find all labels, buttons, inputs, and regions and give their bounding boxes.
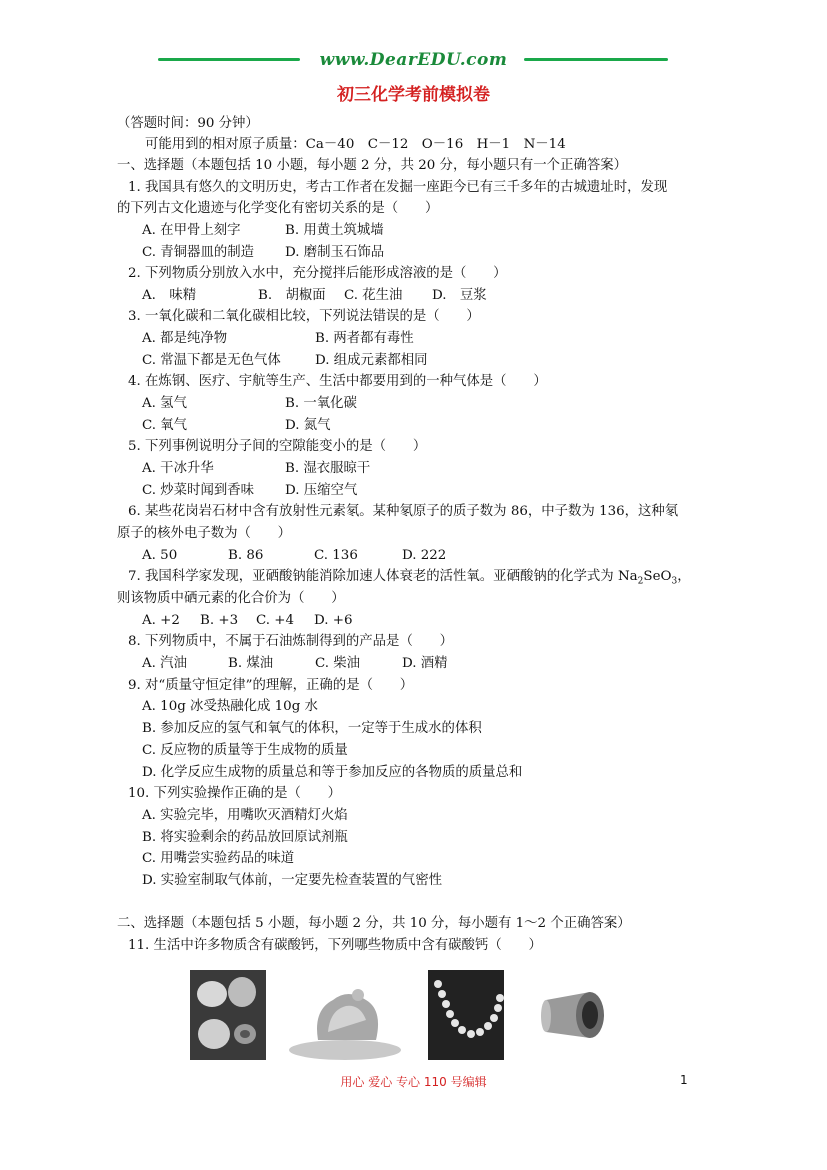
page-number: 1	[680, 1073, 688, 1087]
pearl-necklace-image	[428, 970, 504, 1060]
q8-option-c: C. 柴油	[315, 656, 361, 671]
question-6: 6. 某些花岗岩石材中含有放射性元素氡。某种氡原子的质子数为 86，中子数为 136，这种氡	[128, 504, 679, 519]
atomic-mass-note: 可能用到的相对原子质量：Ca－40 C－12 O－16 H－1 N－14	[145, 137, 566, 152]
q5-option-d: D. 压缩空气	[285, 483, 358, 498]
q5-option-a: A. 干冰升华	[142, 461, 214, 476]
q2-option-b: B. 胡椒面	[258, 288, 326, 303]
q10-option-c: C. 用嘴尝实验药品的味道	[142, 851, 295, 866]
q3-option-c: C. 常温下都是无色气体	[142, 353, 281, 368]
q1-option-c: C. 青铜器皿的制造	[142, 245, 255, 260]
q2-option-a: A. 味精	[142, 288, 197, 303]
q5-option-c: C. 炒菜时闻到香味	[142, 483, 255, 498]
question-6-cont: 原子的核外电子数为（ ）	[117, 526, 292, 541]
q9-option-a: A. 10g 冰受热融化成 10g 水	[142, 699, 318, 714]
q7-option-a: A. +2	[142, 613, 180, 628]
chemical-formula	[617, 569, 678, 587]
q1-option-b: B. 用黄土筑城墙	[285, 223, 384, 238]
q7-comma: ，	[677, 569, 691, 584]
marble-rock-image	[288, 970, 402, 1060]
formula-na: Na	[617, 569, 638, 584]
q4-option-b: B. 一氧化碳	[285, 396, 357, 411]
pipe-scale-image	[538, 970, 612, 1060]
question-9: 9. 对“质量守恒定律”的理解，正确的是（ ）	[128, 678, 414, 693]
section1-heading: 一、选择题（本题包括 10 小题，每小题 2 分，共 20 分，每小题只有一个正确答案）	[117, 158, 628, 173]
question-7	[128, 567, 691, 592]
q8-option-d: D. 酒精	[402, 656, 448, 671]
question-4: 4. 在炼钢、医疗、宇航等生产、生活中都要用到的一种气体是（ ）	[128, 374, 547, 389]
site-banner: www.DearEDU.com	[319, 50, 508, 70]
q4-option-c: C. 氧气	[142, 418, 188, 433]
q2-option-d: D. 豆浆	[432, 288, 487, 303]
page-footer: 用心 爱心 专心 110 号编辑	[340, 1075, 487, 1089]
q3-option-d: D. 组成元素都相同	[315, 353, 428, 368]
q7-option-c: C. +4	[256, 613, 295, 628]
question-8: 8. 下列物质中，不属于石油炼制得到的产品是（ ）	[128, 634, 454, 649]
question-2: 2. 下列物质分别放入水中，充分搅拌后能形成溶液的是（ ）	[128, 266, 507, 281]
formula-sub-2: 2	[637, 576, 644, 587]
q10-option-d: D. 实验室制取气体前，一定要先检查装置的气密性	[142, 873, 442, 888]
q4-option-d: D. 氮气	[285, 418, 331, 433]
q1-option-d: D. 磨制玉石饰品	[285, 245, 385, 260]
q8-option-a: A. 汽油	[142, 656, 187, 671]
q7-option-d: D. +6	[314, 613, 353, 628]
q6-option-b: B. 86	[228, 548, 264, 563]
q3-option-a: A. 都是纯净物	[142, 331, 228, 346]
q7-text: 7. 我国科学家发现，亚硒酸钠能消除加速人体衰老的活性氧。亚硒酸钠的化学式为	[128, 569, 618, 584]
q8-option-b: B. 煤油	[228, 656, 274, 671]
q10-option-a: A. 实验完毕，用嘴吹灭酒精灯火焰	[142, 808, 348, 823]
section2-heading: 二、选择题（本题包括 5 小题，每小题 2 分，共 10 分，每小题有 1～2 个正确答案）	[117, 916, 631, 931]
q1-option-a: A. 在甲骨上刻字	[142, 223, 241, 238]
exam-time: （答题时间：90 分钟）	[117, 116, 259, 131]
q6-option-a: A. 50	[142, 548, 178, 563]
q4-option-a: A. 氢气	[142, 396, 187, 411]
q6-option-d: D. 222	[402, 548, 447, 563]
eggshell-image	[190, 970, 266, 1060]
formula-sub-3: 3	[671, 576, 678, 587]
question-1-cont: 的下列古文化遗迹与化学变化有密切关系的是（ ）	[117, 201, 439, 216]
page-title: 初三化学考前模拟卷	[337, 85, 490, 105]
q5-option-b: B. 湿衣服晾干	[285, 461, 371, 476]
q11-images	[0, 970, 827, 1062]
q2-option-c: C. 花生油	[344, 288, 403, 303]
q9-option-d: D. 化学反应生成物的质量总和等于参加反应的各物质的质量总和	[142, 765, 523, 780]
question-11: 11. 生活中许多物质含有碳酸钙，下列哪些物质中含有碳酸钙（ ）	[128, 938, 542, 953]
question-10: 10. 下列实验操作正确的是（ ）	[128, 786, 342, 801]
q6-option-c: C. 136	[314, 548, 358, 563]
formula-seo: SeO	[643, 569, 672, 584]
q9-option-c: C. 反应物的质量等于生成物的质量	[142, 743, 348, 758]
question-7-cont: 则该物质中硒元素的化合价为（ ）	[117, 591, 345, 606]
q9-option-b: B. 参加反应的氢气和氧气的体积，一定等于生成水的体积	[142, 721, 482, 736]
question-3: 3. 一氧化碳和二氧化碳相比较，下列说法错误的是（ ）	[128, 309, 480, 324]
question-1: 1. 我国具有悠久的文明历史，考古工作者在发掘一座距今已有三千多年的古城遗址时，发现	[128, 180, 668, 195]
q10-option-b: B. 将实验剩余的药品放回原试剂瓶	[142, 830, 348, 845]
q7-option-b: B. +3	[200, 613, 239, 628]
q3-option-b: B. 两者都有毒性	[315, 331, 414, 346]
question-5: 5. 下列事例说明分子间的空隙能变小的是（ ）	[128, 439, 427, 454]
